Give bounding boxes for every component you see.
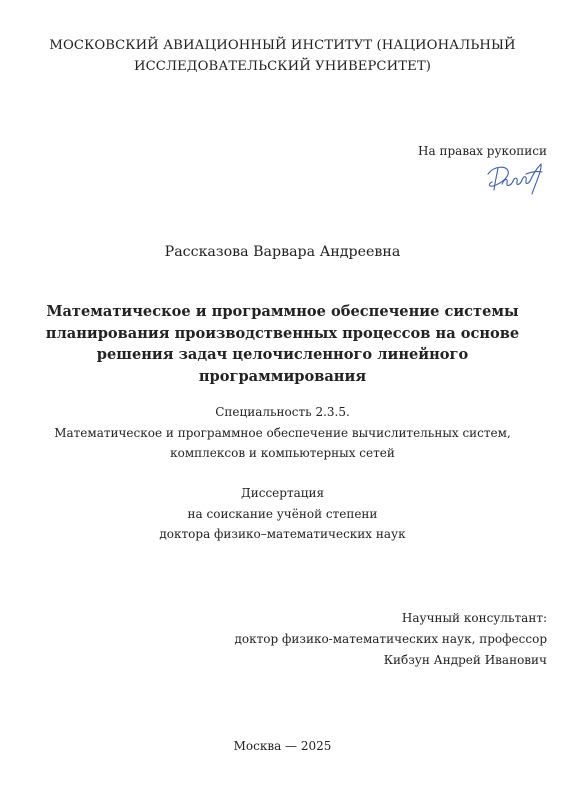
title-line-2: планирования производственных процессов на основе [45,324,520,342]
title-line-4: программирования [198,367,367,385]
specialty-name-line-1: Математическое и программное обеспечение вычислительных систем, [54,425,511,440]
degree-line-2: доктора физико–математических наук [159,527,406,541]
degree-line-1: на соискание учёной степени [187,506,378,521]
dissertation-degree [0,483,565,545]
manuscript-rights-note: На правах рукописи [418,144,547,158]
title-line-3: решения задач целочисленного линейного [96,346,469,363]
specialty-name-line-2: комплексов и компьютерных сетей [170,446,395,460]
title-line-1: Математическое и программное обеспечение системы [46,303,519,320]
institution-line-1: МОСКОВСКИЙ АВИАЦИОННЫЙ ИНСТИТУТ (НАЦИОНАЛЬНЫЙ [49,38,516,53]
author-name: Рассказова Варвара Андреевна [164,244,401,260]
consultant-label: Научный консультант: [401,611,547,625]
consultant-name: Кибзун Андрей Иванович [383,653,547,667]
consultant-degree: доктор физико-математических наук, профессор [234,632,547,646]
dissertation-label: Диссертация [240,486,325,500]
institution-line-2: ИССЛЕДОВАТЕЛЬСКИЙ УНИВЕРСИТЕТ) [133,59,431,74]
dissertation-title [0,301,565,387]
specialty-code: Специальность 2.3.5. [215,405,350,419]
specialty [0,402,565,464]
city-year: Москва — 2025 [233,739,332,753]
scientific-consultant [235,608,547,671]
handwritten-signature [484,160,546,198]
institution-name [0,35,565,77]
